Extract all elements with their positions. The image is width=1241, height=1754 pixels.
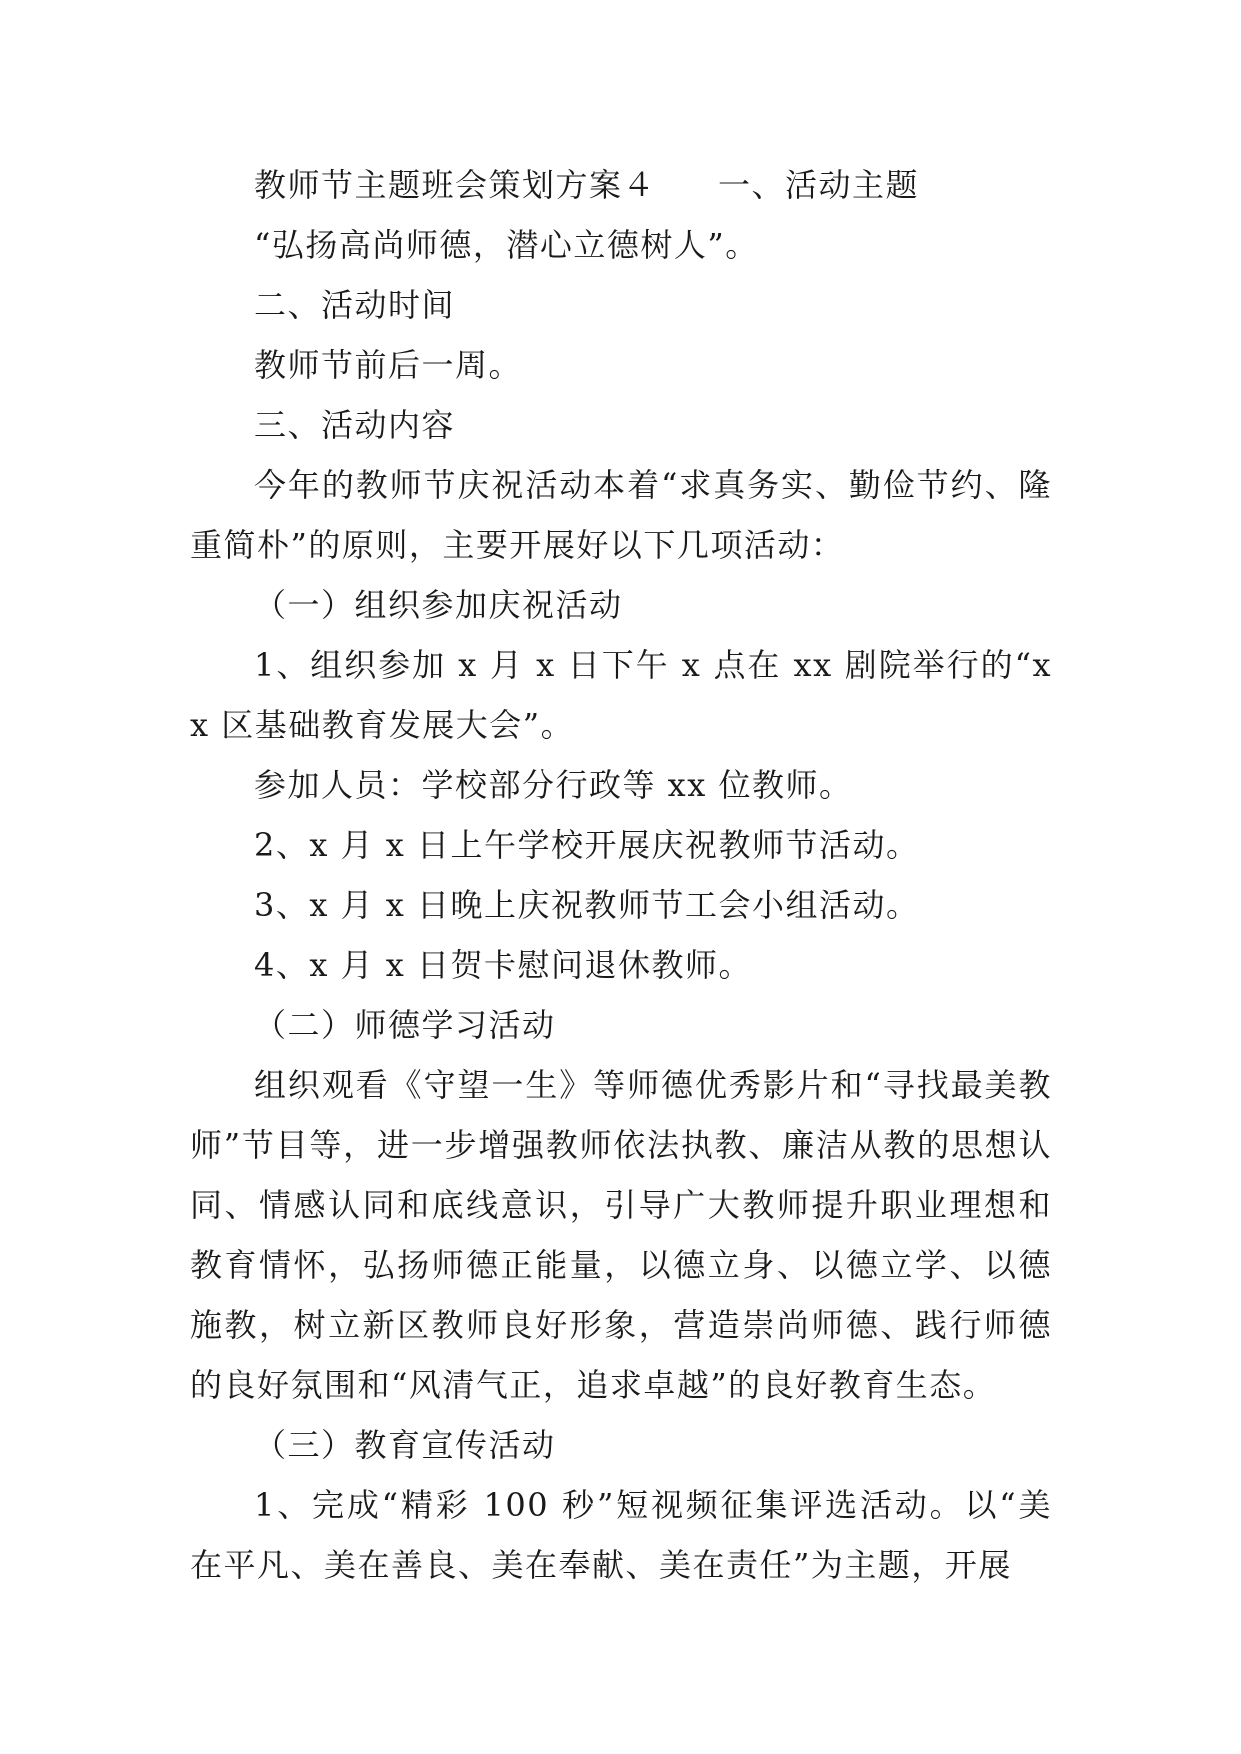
- participants-text: 参加人员：学校部分行政等 xx 位教师。: [254, 766, 853, 804]
- document-body: [190, 155, 1052, 1595]
- subsection-heading-ethics: （二）师德学习活动: [254, 1006, 556, 1044]
- theme-text: “弘扬高尚师德，潜心立德树人”。: [254, 226, 759, 264]
- document-title-line: [190, 155, 1052, 215]
- time-text: 教师节前后一周。: [254, 346, 523, 384]
- ethics-paragraph: 组织观看《守望一生》等师德优秀影片和“寻找最美教师”节目等，进一步增强教师依法执教、廉洁从教的思想认同、情感认同和底线意识，引导广大教师提升职业理想和教育情怀，弘扬师德正能量，以德立身、以德立学、以德施教，树立新区教师良好形象，营造崇尚师德、践行师德的良好氛围和“风清气正，追求卓越”的良好教育生态。: [190, 1066, 1052, 1404]
- celebration-item-1: 1、组织参加 x 月 x 日下午 x 点在 xx 剧院举行的“xx 区基础教育发展大会”。: [190, 646, 1052, 744]
- subsection-heading-celebration: （一）组织参加庆祝活动: [254, 586, 623, 624]
- section-heading-time: 二、活动时间: [254, 286, 456, 324]
- celebration-item-3: 3、x 月 x 日晚上庆祝教师节工会小组活动。: [254, 886, 920, 924]
- section-heading-content: 三、活动内容: [254, 406, 456, 444]
- publicity-item-1: 1、完成“精彩 100 秒”短视频征集评选活动。以“美在平凡、美在善良、美在奉献、美在责任”为主题，开展: [190, 1486, 1052, 1584]
- document-title: 教师节主题班会策划方案４: [254, 166, 657, 204]
- section-heading-theme: 一、活动主题: [718, 166, 920, 204]
- content-intro-paragraph: 今年的教师节庆祝活动本着“求真务实、勤俭节约、隆重简朴”的原则，主要开展好以下几项活动：: [190, 466, 1052, 564]
- subsection-heading-publicity: （三）教育宣传活动: [254, 1426, 556, 1464]
- celebration-item-4: 4、x 月 x 日贺卡慰问退休教师。: [254, 946, 752, 984]
- celebration-item-2: 2、x 月 x 日上午学校开展庆祝教师节活动。: [254, 826, 920, 864]
